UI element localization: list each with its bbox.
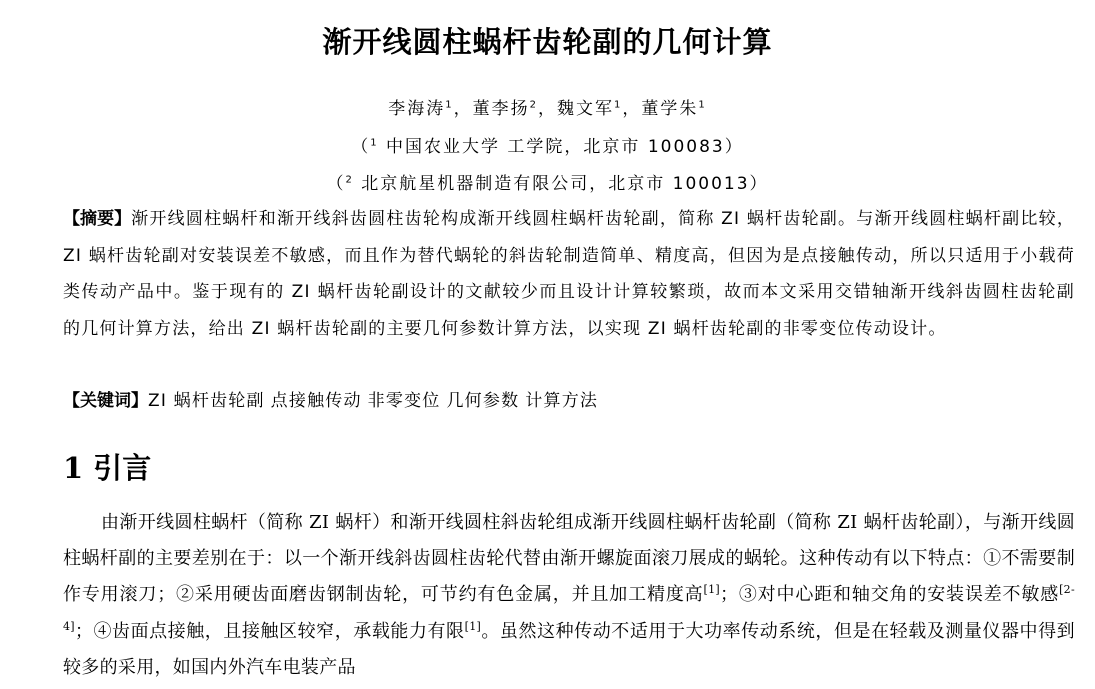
author-affiliation-mark: 1	[614, 99, 623, 111]
keyword: 非零变位	[367, 391, 441, 411]
keyword: 计算方法	[525, 391, 599, 411]
paper-title: 渐开线圆柱蜗杆齿轮副的几何计算	[322, 25, 773, 59]
author-separator: ，	[453, 99, 473, 119]
body-text-segment: ；③对中心距和轴交角的安装误差不敏感	[719, 584, 1060, 606]
keyword: 点接触传动	[270, 391, 362, 411]
section-heading: 1 引言	[63, 451, 152, 485]
keywords-label: 【关键词】	[63, 391, 148, 411]
citation-ref[interactable]: [2-4]	[63, 583, 1075, 633]
citation-ref[interactable]: [1]	[703, 583, 720, 597]
author-separator: ，	[622, 99, 642, 119]
author-affiliation-mark: 1	[445, 99, 454, 111]
body-text-segment: 由渐开线圆柱蜗杆（简称 ZI 蜗杆）和渐开线圆柱斜齿轮组成渐开线圆柱蜗杆齿轮副（简称 ZI 蜗杆齿轮副），与渐开线圆柱蜗杆副的主要差别在于：以一个渐开线斜齿圆柱齿轮代替由渐开螺旋面滚刀展成的蜗轮。这种传动有以下特点：①不需要制作专用滚刀；②采用硬齿面磨齿钢制齿轮，可节约有色金属，并且加工精度高	[63, 512, 1075, 606]
body-text-segment: ；④齿面点接触，且接触区较窄，承载能力有限	[74, 620, 465, 642]
keywords	[63, 383, 1075, 419]
affiliation-number: 1	[370, 137, 379, 149]
affiliation-open-paren: （	[351, 137, 371, 157]
author-name: 董学朱	[641, 99, 699, 119]
author-name: 李海涛	[388, 99, 446, 119]
body-paragraph	[63, 505, 1075, 686]
author-affiliation-mark: 1	[698, 99, 707, 111]
affiliation-text: 北京航星机器制造有限公司，北京市 100013）	[353, 174, 769, 194]
affiliation-open-paren: （	[326, 174, 346, 194]
author-name: 董李扬	[472, 99, 530, 119]
keyword: ZI 蜗杆齿轮副	[148, 391, 265, 411]
author-affiliation-mark: 2	[529, 99, 538, 111]
abstract	[63, 201, 1075, 347]
affiliation-2	[0, 169, 1095, 194]
abstract-text: 渐开线圆柱蜗杆和渐开线斜齿圆柱齿轮构成渐开线圆柱蜗杆齿轮副，简称 ZI 蜗杆齿轮副。与渐开线圆柱蜗杆副比较，ZI 蜗杆齿轮副对安装误差不敏感，而且作为替代蜗轮的斜齿轮制造简单、精度高，但因为是点接触传动，所以只适用于小载荷类传动产品中。鉴于现有的 ZI 蜗杆齿轮副设计的文献较少而且设计计算较繁琐，故而本文采用交错轴渐开线斜齿圆柱齿轮副的几何计算方法，给出 ZI 蜗杆齿轮副的主要几何参数计算方法，以实现 ZI 蜗杆齿轮副的非零变位传动设计。	[63, 209, 1076, 339]
affiliation-number: 2	[345, 174, 354, 186]
body-text-segment: 。虽然这种传动不适用于大功率传动系统，但是在轻载及测量仪器中得到较多的采用，如国内外汽车电装产品	[63, 620, 1075, 678]
abstract-label: 【摘要】	[63, 209, 132, 229]
citation-ref[interactable]: [1]	[464, 619, 482, 633]
author-name: 魏文军	[557, 99, 614, 119]
keyword: 几何参数	[446, 391, 520, 411]
author-separator: ，	[538, 99, 557, 119]
affiliation-text: 中国农业大学 工学院，北京市 100083）	[378, 137, 744, 157]
affiliation-1	[0, 132, 1095, 157]
author-list	[0, 94, 1095, 119]
